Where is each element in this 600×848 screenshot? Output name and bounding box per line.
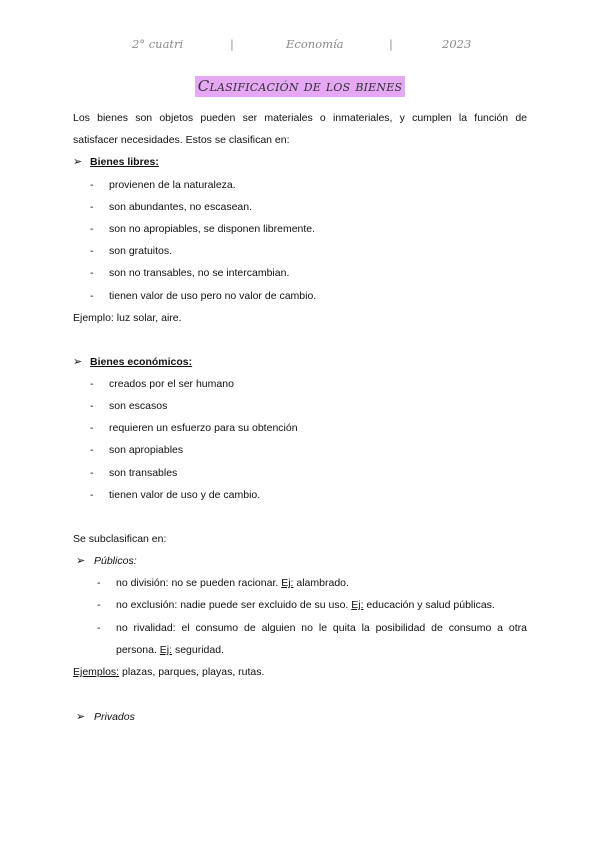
examples-label: Ejemplos: xyxy=(73,666,120,678)
example-label: Ej: xyxy=(159,644,173,656)
dash-bullet-icon: - xyxy=(90,422,94,434)
subclass-intro: Se subclasifican en: xyxy=(73,533,167,545)
list-item: tienen valor de uso pero no valor de cambio. xyxy=(109,290,317,302)
example-text: Ejemplo: luz solar, aire. xyxy=(73,312,182,324)
list-item: creados por el ser humano xyxy=(109,378,234,390)
dash-bullet-icon: - xyxy=(90,179,94,191)
list-item: son no apropiables, se disponen libremente. xyxy=(109,223,316,235)
example-label: Ej: xyxy=(351,599,364,611)
dash-bullet-icon: - xyxy=(97,599,101,611)
list-item xyxy=(116,598,495,612)
list-item: son abundantes, no escasean. xyxy=(109,201,253,213)
arrow-bullet-icon: ➢ xyxy=(73,156,83,168)
list-item: tienen valor de uso y de cambio. xyxy=(109,489,261,501)
dash-bullet-icon: - xyxy=(90,378,94,390)
section-heading-libres: Bienes libres: xyxy=(90,156,159,168)
dash-bullet-icon: - xyxy=(90,245,94,257)
list-item xyxy=(116,576,349,590)
header-separator: | xyxy=(389,37,393,51)
example-label: Ej: xyxy=(281,577,294,589)
example-value: alambrado. xyxy=(293,577,349,589)
intro-line: Los bienes son objetos pueden ser materiales o inmateriales, y cumplen la función de xyxy=(73,112,527,124)
section-heading-publicos: Públicos: xyxy=(94,555,137,567)
page-header xyxy=(0,37,600,53)
dash-bullet-icon: - xyxy=(97,577,101,589)
examples-value: plazas, parques, playas, rutas. xyxy=(119,666,265,678)
item-text: no exclusión: nadie puede ser excluido de su uso. xyxy=(116,599,352,611)
list-item: provienen de la naturaleza. xyxy=(109,179,236,191)
list-item-continuation xyxy=(116,643,224,657)
example-value: seguridad. xyxy=(172,644,224,656)
dash-bullet-icon: - xyxy=(90,267,94,279)
dash-bullet-icon: - xyxy=(97,622,101,634)
dash-bullet-icon: - xyxy=(90,489,94,501)
examples-line xyxy=(73,665,264,679)
list-item: son escasos xyxy=(109,400,168,412)
item-text: no división: no se pueden racionar. xyxy=(116,577,282,589)
intro-line: satisfacer necesidades. Estos se clasifican en: xyxy=(73,134,290,146)
arrow-bullet-icon: ➢ xyxy=(76,711,86,723)
section-heading-economicos: Bienes económicos: xyxy=(90,356,193,368)
list-item: son apropiables xyxy=(109,444,184,456)
dash-bullet-icon: - xyxy=(90,223,94,235)
list-item: requieren un esfuerzo para su obtención xyxy=(109,422,298,434)
page-title: Clasificación de los bienes xyxy=(195,76,405,97)
list-item: son transables xyxy=(109,467,178,479)
header-subject: Economía xyxy=(286,37,344,51)
dash-bullet-icon: - xyxy=(90,400,94,412)
item-text: persona. xyxy=(116,644,160,656)
list-item: no rivalidad: el consumo de alguien no le quita la posibilidad de consumo a otra xyxy=(116,622,527,634)
dash-bullet-icon: - xyxy=(90,290,94,302)
example-value: educación y salud públicas. xyxy=(363,599,495,611)
arrow-bullet-icon: ➢ xyxy=(73,356,83,368)
header-separator: | xyxy=(230,37,234,51)
section-heading-privados: Privados xyxy=(94,711,135,723)
title-wrapper xyxy=(0,76,600,97)
header-year: 2023 xyxy=(442,37,472,51)
dash-bullet-icon: - xyxy=(90,467,94,479)
header-term: 2° cuatri xyxy=(132,37,184,51)
arrow-bullet-icon: ➢ xyxy=(76,555,86,567)
dash-bullet-icon: - xyxy=(90,201,94,213)
dash-bullet-icon: - xyxy=(90,444,94,456)
list-item: son gratuitos. xyxy=(109,245,173,257)
list-item: son no transables, no se intercambian. xyxy=(109,267,290,279)
